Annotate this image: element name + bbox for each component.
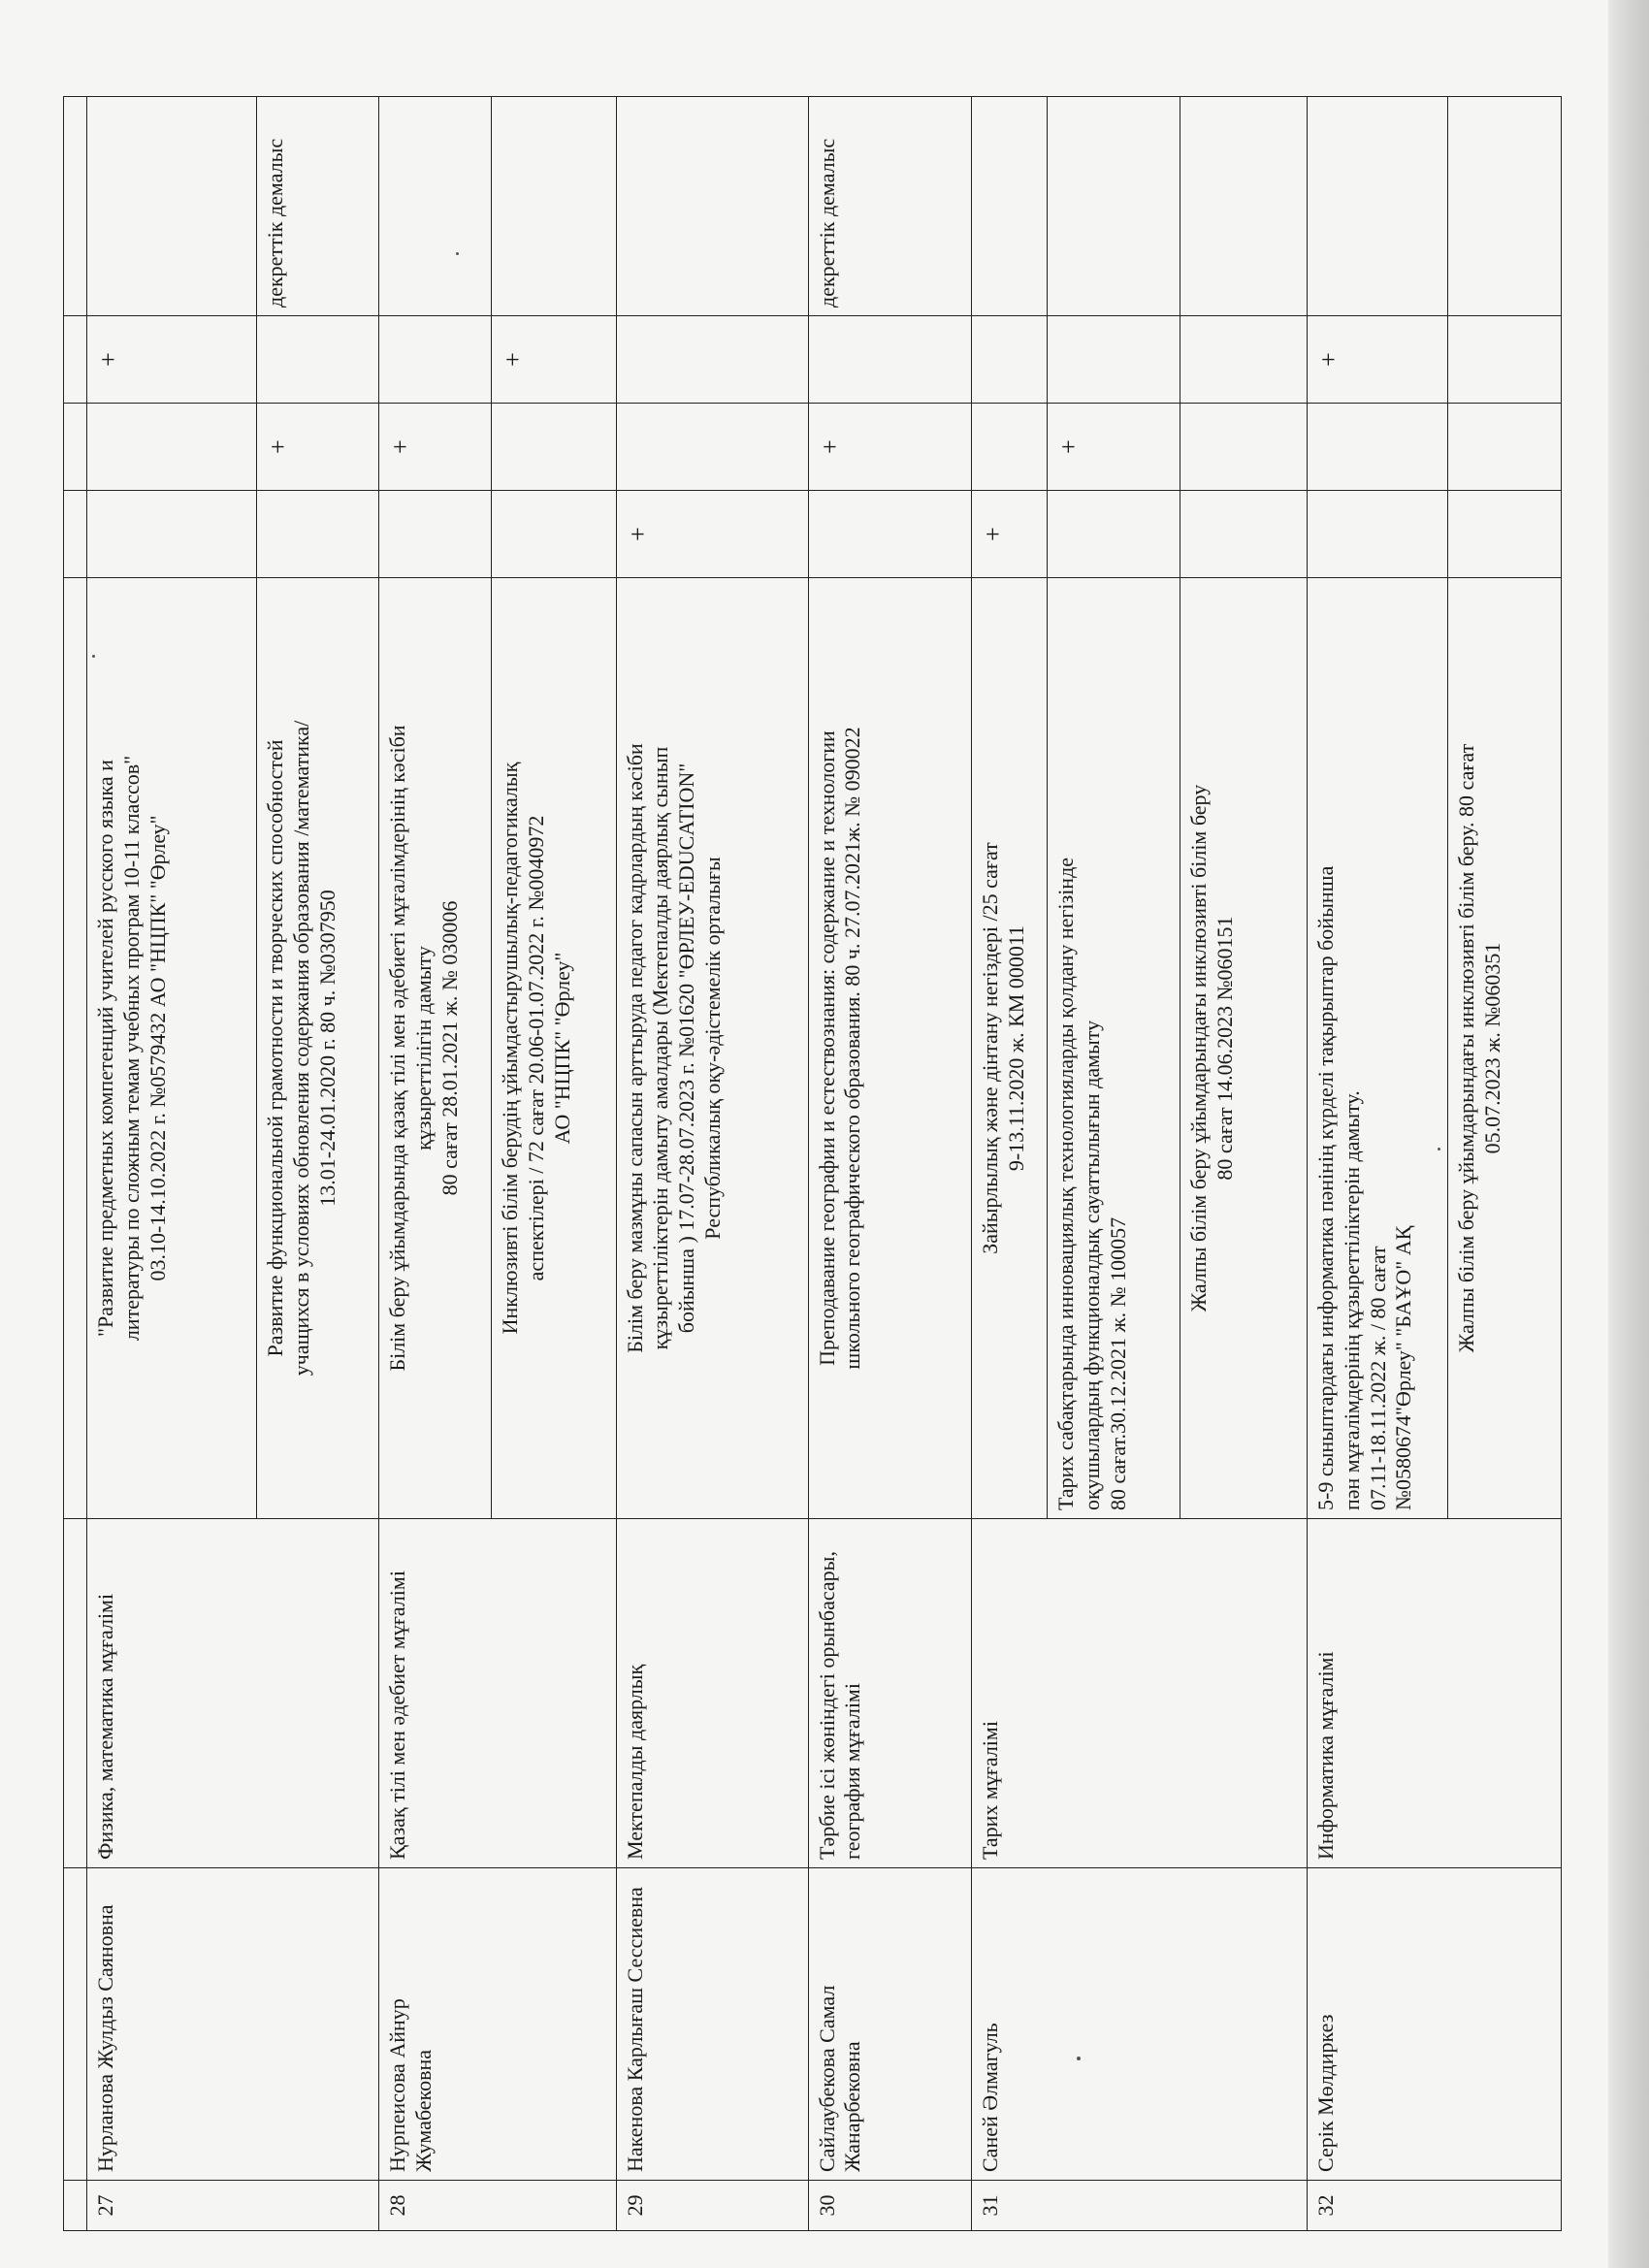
rotated-page — [63, 97, 1562, 2231]
plus-mark-cell: + — [87, 316, 257, 404]
plus-mark-cell — [492, 491, 616, 578]
course-description — [257, 578, 379, 1519]
course-line: құзыреттілігін дамыту — [410, 946, 436, 1150]
course-line: "Развитие предметных компетенций учителей русского языка и — [93, 760, 118, 1337]
table-row — [808, 97, 972, 2231]
course-line: оқушылардың функционалдық сауаттылығын дамыту — [1079, 1020, 1104, 1510]
course-line: 9-13.11.2020 ж. КМ 000011 — [1004, 924, 1029, 1172]
course-description — [1180, 578, 1307, 1519]
course-line: 5-9 сыныптардағы информатика пәнінің күрделі тақырыптар бойынша — [1312, 865, 1338, 1510]
teacher-name: Сайлаубекова Самал Жанарбековна — [808, 1868, 972, 2181]
plus-mark-cell: + — [492, 316, 616, 404]
plus-mark-cell: + — [808, 404, 972, 491]
plus-mark-cell — [378, 491, 491, 578]
plus-mark-cell — [1448, 404, 1562, 491]
plus-mark-cell — [808, 316, 972, 404]
plus-mark-cell — [972, 404, 1048, 491]
course-line: Развитие функциональной грамотности и творческих способностей — [263, 739, 288, 1357]
note-cell — [378, 97, 491, 316]
top-strip-row — [64, 97, 87, 2231]
teacher-name: Нурланова Жулдыз Саяновна — [87, 1868, 378, 2181]
table-body — [64, 97, 1562, 2231]
plus-mark-cell — [616, 316, 808, 404]
note-cell — [1307, 97, 1448, 316]
course-line: Инклюзивті білім берудің ұйымдастырушылық-педагогикалық — [498, 761, 523, 1335]
plus-mark-cell — [257, 316, 379, 404]
course-line: бойынша ) 17.07-28.07.2023 г. №01620 "ӨРЛЕУ-EDUCATION" — [674, 762, 699, 1334]
course-line: аспектілері / 72 сағат 20.06-01.07.2022 г. №0040972 — [524, 815, 549, 1281]
row-number: 32 — [1307, 2181, 1561, 2231]
teacher-course-table — [63, 96, 1562, 2231]
empty-cell — [64, 404, 87, 491]
course-description — [616, 578, 808, 1519]
empty-cell — [64, 2181, 87, 2231]
plus-mark-cell — [616, 404, 808, 491]
course-line: 80 сағат 14.06.2023 №060151 — [1212, 916, 1238, 1181]
course-line: Преподавание географии и естествознания: содержание и технологии — [814, 730, 839, 1366]
empty-cell — [64, 1519, 87, 1868]
course-description — [1048, 578, 1180, 1519]
plus-mark-cell — [1180, 404, 1307, 491]
plus-mark-cell — [87, 404, 257, 491]
plus-mark-cell: + — [378, 404, 491, 491]
note-cell — [1180, 97, 1307, 316]
plus-mark-cell: + — [616, 491, 808, 578]
row-number: 27 — [87, 2181, 378, 2231]
course-line: 13.01-24.01.2020 г. 80 ч. №0307950 — [314, 890, 340, 1207]
course-line: пән мұғалімдерінің құзыреттіліктерін дамыту. — [1339, 1090, 1364, 1510]
table-row — [87, 97, 257, 2231]
row-number: 31 — [972, 2181, 1307, 2231]
note-cell: декреттік демалыс — [808, 97, 972, 316]
course-description — [808, 578, 972, 1519]
course-description — [1448, 578, 1562, 1519]
teacher-position: Тарих мұғалімі — [972, 1519, 1307, 1868]
course-line: литературы по сложным темам учебных програм 10-11 классов" — [119, 755, 145, 1342]
teacher-position: Физика, математика мұғалімі — [87, 1519, 378, 1868]
plus-mark-cell — [492, 404, 616, 491]
course-line: 07.11-18.11.2022 ж. / 80 сағат — [1365, 1246, 1390, 1510]
teacher-position: Тәрбие ісі жөніндегі орынбасары, география мұғалімі — [808, 1519, 972, 1868]
course-line: Тарих сабақтарында инновациялық технологияларды қолдану негізінде — [1053, 857, 1079, 1510]
note-cell — [972, 97, 1048, 316]
empty-cell — [64, 578, 87, 1519]
teacher-position: Мектепалды даярлық — [616, 1519, 808, 1868]
course-line: 80 сағат.30.12.2021 ж. № 100057 — [1105, 1216, 1130, 1510]
course-description — [87, 578, 257, 1519]
note-cell: декреттік демалыс — [257, 97, 379, 316]
course-description — [972, 578, 1048, 1519]
teacher-name: Накенова Карлығаш Сессиевна — [616, 1868, 808, 2181]
plus-mark-cell — [378, 316, 491, 404]
empty-cell — [64, 1868, 87, 2181]
course-line: Жалпы білім беру ұйымдарындағы инклюзивті білім беру — [1186, 784, 1212, 1312]
note-cell — [1448, 97, 1562, 316]
paper-edge — [1608, 0, 1649, 2268]
plus-mark-cell — [257, 491, 379, 578]
empty-cell — [64, 491, 87, 578]
course-line: Білім беру ұйымдарында қазақ тілі мен әдебиеті мұғалімдерінің кәсіби — [384, 725, 409, 1372]
row-number: 29 — [616, 2181, 808, 2231]
plus-mark-cell — [1048, 316, 1180, 404]
plus-mark-cell: + — [257, 404, 379, 491]
row-number: 28 — [378, 2181, 616, 2231]
course-line: Білім беру мазмұны сапасын арттыруда педагог кадрлардың кәсіби — [622, 743, 647, 1353]
table-row — [378, 97, 491, 2231]
plus-mark-cell — [1048, 491, 1180, 578]
course-description — [378, 578, 491, 1519]
note-cell — [1048, 97, 1180, 316]
course-line: 05.07.2023 ж. №060351 — [1480, 942, 1505, 1154]
course-description — [492, 578, 616, 1519]
table-row — [616, 97, 808, 2231]
plus-mark-cell — [87, 491, 257, 578]
teacher-name: Саней Әлмагуль — [972, 1868, 1307, 2181]
plus-mark-cell: + — [972, 491, 1048, 578]
empty-cell — [64, 97, 87, 316]
plus-mark-cell — [1448, 491, 1562, 578]
plus-mark-cell — [808, 491, 972, 578]
note-cell — [616, 97, 808, 316]
course-line: учащихся в условиях обновления содержания образования /математика/ — [288, 720, 313, 1377]
course-line: АО "НЦПК" "Өрлеу" — [550, 952, 575, 1145]
table-row — [1307, 97, 1448, 2231]
plus-mark-cell — [1448, 316, 1562, 404]
empty-cell — [64, 316, 87, 404]
course-line: Зайырлылық және дінтану негіздері /25 сағат — [978, 842, 1003, 1254]
teacher-position: Информатика мұғалімі — [1307, 1519, 1561, 1868]
course-line: құзыреттіліктерін дамыту амалдары (Мектепалды даярлық сынып — [648, 746, 673, 1350]
course-description — [1307, 578, 1448, 1519]
teacher-name: Нурпеисова Айнур Жумабековна — [378, 1868, 616, 2181]
note-cell — [87, 97, 257, 316]
plus-mark-cell: + — [1307, 316, 1448, 404]
plus-mark-cell — [972, 316, 1048, 404]
teacher-position: Қазақ тілі мен әдебиет мұғалімі — [378, 1519, 616, 1868]
plus-mark-cell: + — [1048, 404, 1180, 491]
note-cell — [492, 97, 616, 316]
plus-mark-cell — [1307, 491, 1448, 578]
course-line: 80 сағат 28.01.2021 ж. № 030006 — [436, 900, 462, 1196]
course-line: Республикалық оқу-әдістемелік орталығы — [700, 857, 725, 1240]
row-number: 30 — [808, 2181, 972, 2231]
teacher-name: Серік Мөлдиркез — [1307, 1868, 1561, 2181]
course-line: 03.10-14.10.2022 г. №0579432 АО "НЦПК" "Өрлеу" — [146, 815, 171, 1281]
plus-mark-cell — [1180, 491, 1307, 578]
plus-mark-cell — [1307, 404, 1448, 491]
table-row — [972, 97, 1048, 2231]
course-line: Жалпы білім беру ұйымдарындағы инклюзивті білім беру. 80 сағат — [1454, 743, 1479, 1353]
course-line: №0580674"Өрлеу" "БАҰО" АҚ — [1391, 1225, 1416, 1510]
plus-mark-cell — [1180, 316, 1307, 404]
course-line: школьного географического образования. 80 ч. 27.07.2021ж. № 090022 — [840, 727, 865, 1370]
